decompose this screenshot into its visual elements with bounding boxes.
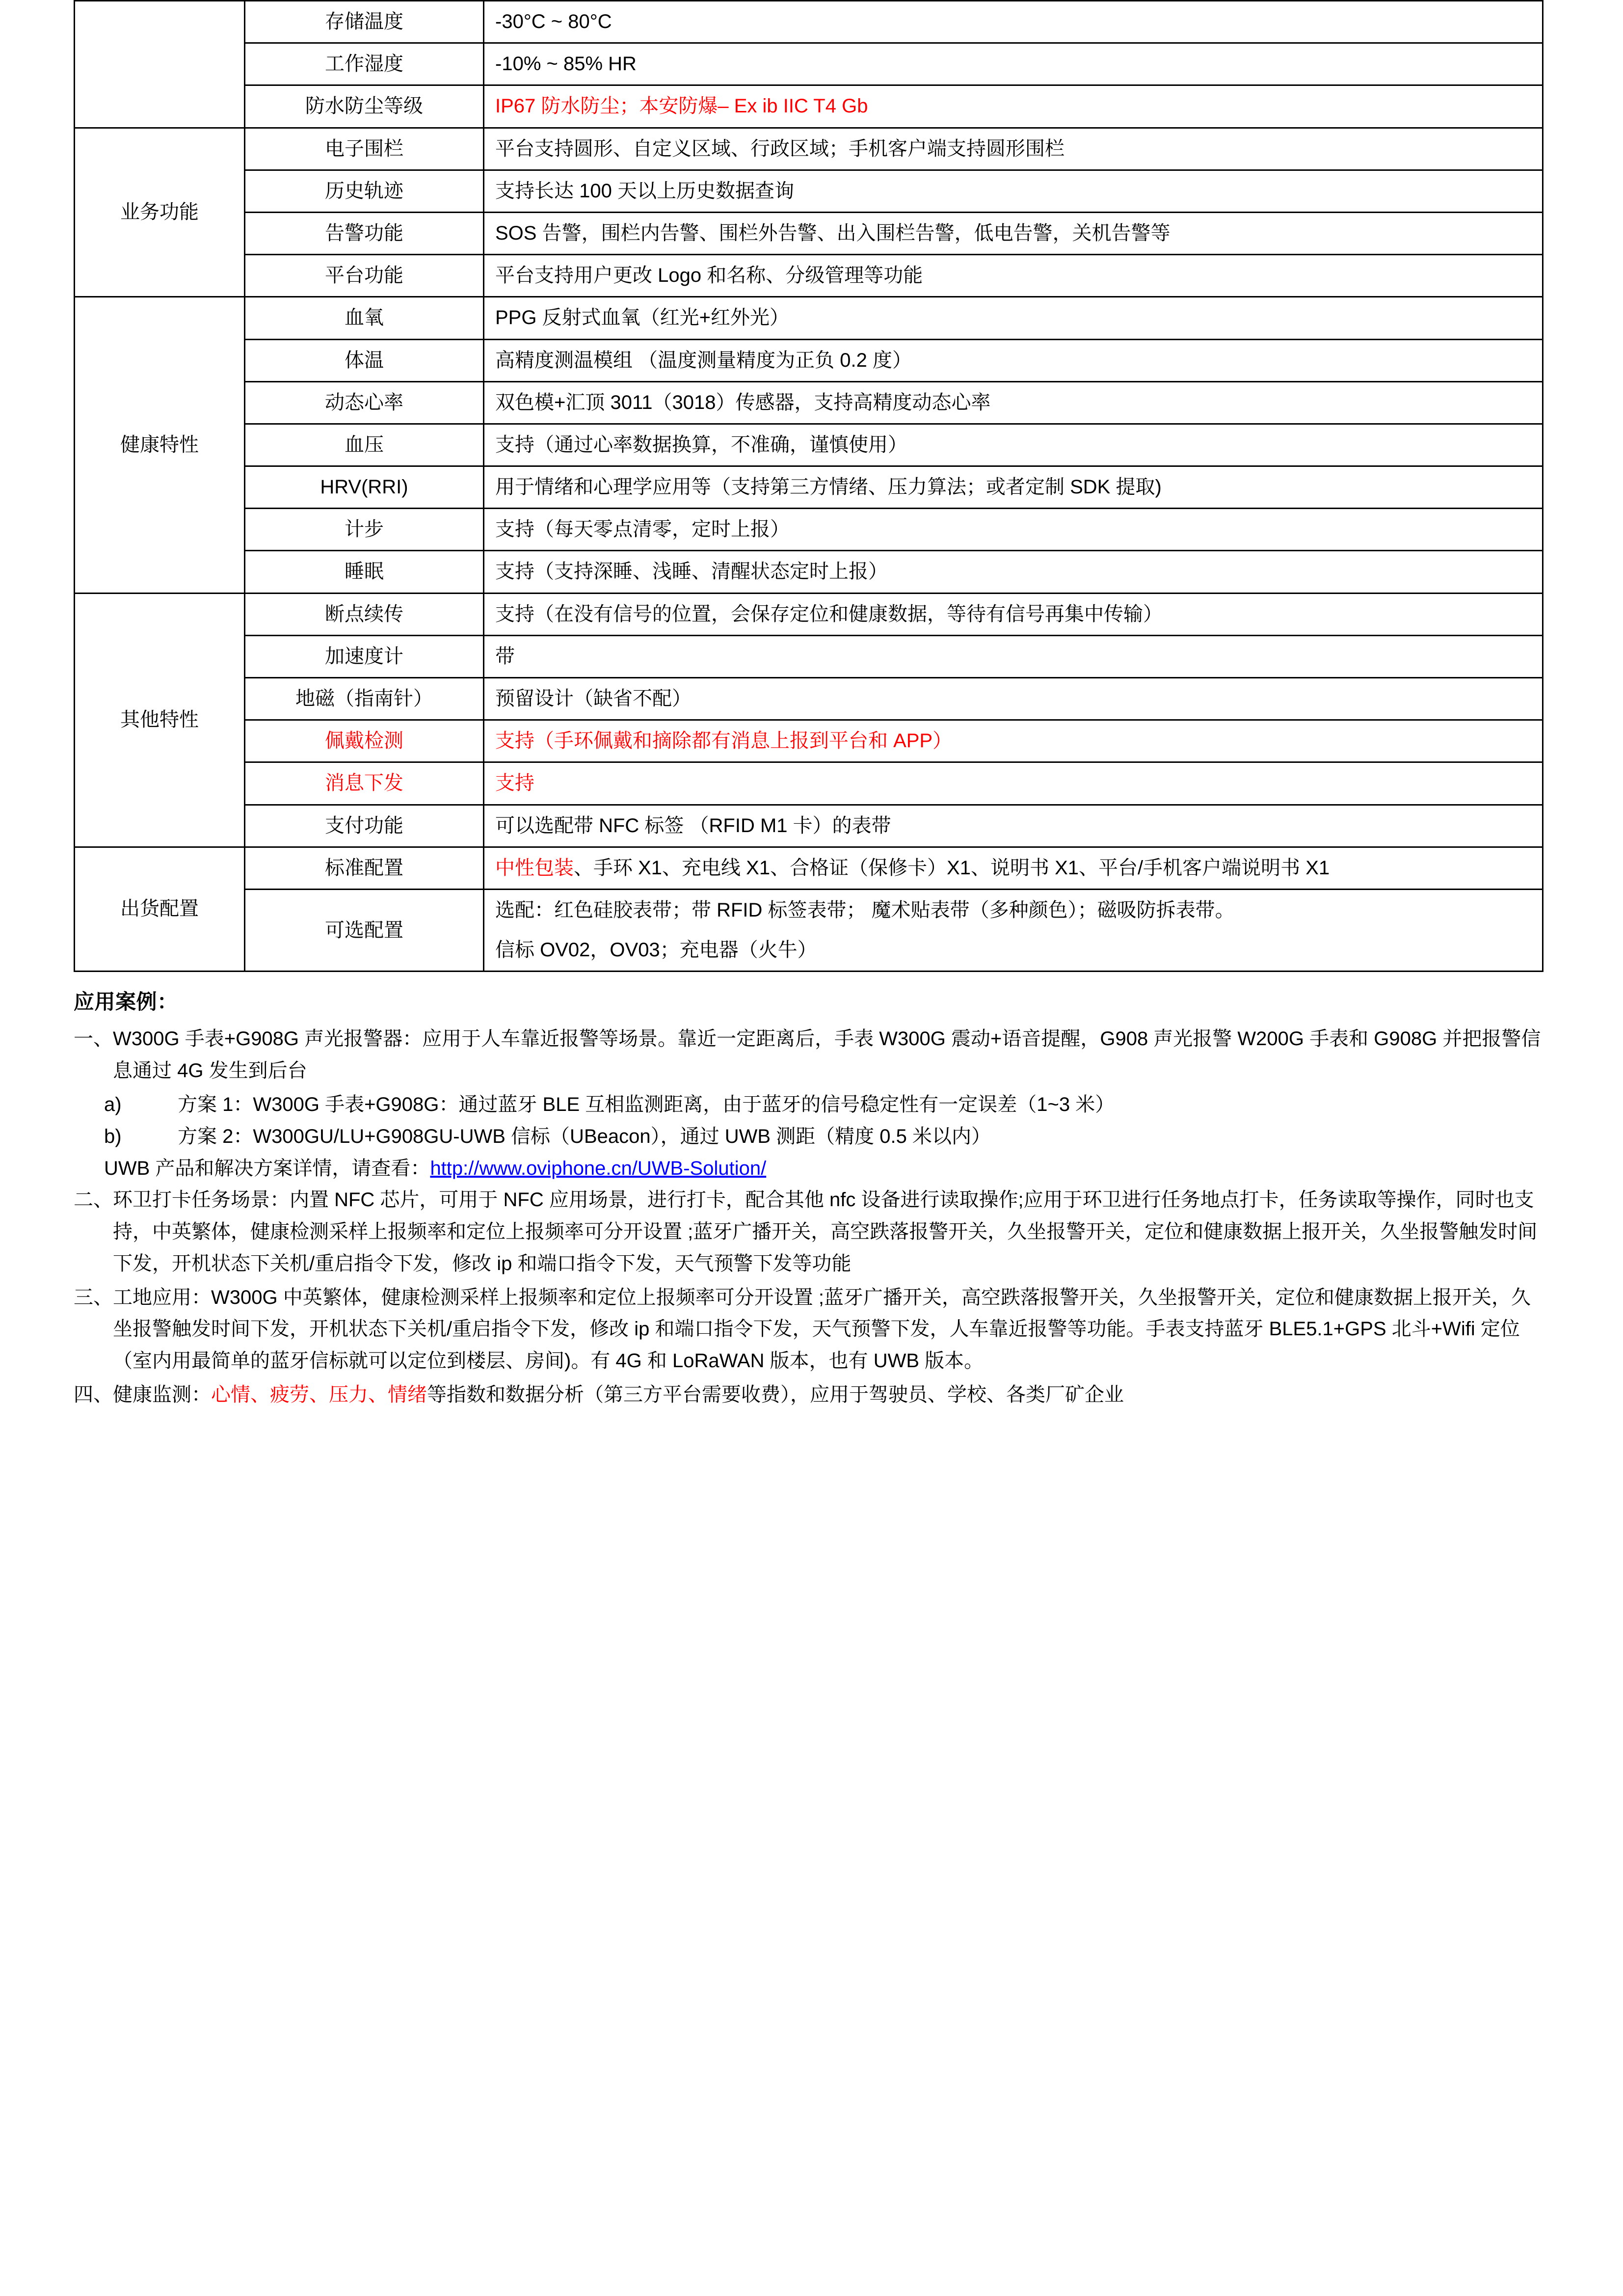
table-row (75, 381, 1543, 424)
param-value: 支持 (484, 762, 1543, 805)
param-label: 存储温度 (245, 1, 484, 43)
case-number: 三、 (74, 1286, 113, 1308)
param-label: 消息下发 (245, 762, 484, 805)
param-value: 高精度测温模组 （温度测量精度为正负 0.2 度） (484, 339, 1543, 381)
table-row (75, 339, 1543, 381)
param-label: 体温 (245, 339, 484, 381)
table-row (75, 720, 1543, 762)
param-value: SOS 告警，围栏内告警、围栏外告警、出入围栏告警，低电告警，关机告警等 (484, 212, 1543, 254)
case-text: W300G 手表+G908G 声光报警器：应用于人车靠近报警等场景。靠近一定距离后，手表 W300G 震动+语音提醒，G908 声光报警 W200G 手表和 G908G 并把报警信息通过 4G 发生到后台 (113, 1028, 1541, 1082)
table-row (75, 635, 1543, 677)
param-label: 计步 (245, 509, 484, 551)
param-value (484, 889, 1543, 971)
case-item-2 (74, 1184, 1544, 1279)
case-4-part-highlight: 心情、疲劳、压力、情绪 (211, 1384, 427, 1406)
case-text: 环卫打卡任务场景：内置 NFC 芯片，可用于 NFC 应用场景，进行打卡，配合其他 nfc 设备进行读取操作;应用于环卫进行任务地点打卡，任务读取等操作，同时也支持，中英繁体，健康检测采样上报频率和定位上报频率可分开设置 ;蓝牙广播开关，高空跌落报警开关，久坐报警开关，定位和健康数据上报开关，久坐报警触发时间下发，开机状态下关机/重启指令下发，修改 ip 和端口指令下发，天气预警下发等功能 (113, 1189, 1538, 1274)
table-row (75, 678, 1543, 720)
param-label: 加速度计 (245, 635, 484, 677)
case-text (113, 1379, 1544, 1411)
param-value: -30°C ~ 80°C (484, 1, 1543, 43)
param-label: 电子围栏 (245, 128, 484, 170)
group-label-shipping-config: 出货配置 (75, 847, 245, 972)
param-label: 标准配置 (245, 847, 484, 889)
spec-table-body (75, 1, 1543, 972)
param-value: 平台支持圆形、自定义区域、行政区域；手机客户端支持圆形围栏 (484, 128, 1543, 170)
param-value: PPG 反射式血氧（红光+红外光） (484, 297, 1543, 339)
param-value: 支持（每天零点清零，定时上报） (484, 509, 1543, 551)
param-label: 告警功能 (245, 212, 484, 254)
table-row (75, 128, 1543, 170)
group-label-health-features: 健康特性 (75, 297, 245, 593)
param-value: -10% ~ 85% HR (484, 43, 1543, 85)
param-label: 血压 (245, 424, 484, 466)
sub-item-text: 方案 1：W300G 手表+G908G：通过蓝牙 BLE 互相监测距离，由于蓝牙的信号稳定性有一定误差（1~3 米） (178, 1093, 1115, 1115)
param-value: 支持（在没有信号的位置，会保存定位和健康数据，等待有信号再集中传输） (484, 593, 1543, 635)
param-label: 断点续传 (245, 593, 484, 635)
param-label: 支付功能 (245, 805, 484, 847)
param-value: 支持（手环佩戴和摘除都有消息上报到平台和 APP） (484, 720, 1543, 762)
case-item-4 (74, 1379, 1544, 1411)
param-value: 支持（通过心率数据换算，不准确，谨慎使用） (484, 424, 1543, 466)
param-value: 支持长达 100 天以上历史数据查询 (484, 170, 1543, 212)
uwb-link-prefix: UWB 产品和解决方案详情，请查看： (104, 1157, 430, 1179)
value-line: 选配：红色硅胶表带；带 RFID 标签表带； 魔术贴表带（多种颜色）；磁吸防拆表带。 (495, 899, 1235, 921)
case-1-sub-item-b (74, 1121, 1544, 1153)
case-number: 四、 (74, 1384, 113, 1406)
table-row (75, 297, 1543, 339)
case-4-part-1: 健康监测： (113, 1384, 211, 1406)
param-value: 双色模+汇顶 3011（3018）传感器，支持高精度动态心率 (484, 381, 1543, 424)
param-label: 地磁（指南针） (245, 678, 484, 720)
sub-item-label: b) (104, 1125, 122, 1147)
param-value: 可以选配带 NFC 标签 （RFID M1 卡）的表带 (484, 805, 1543, 847)
uwb-solution-link[interactable]: http://www.oviphone.cn/UWB-Solution/ (430, 1157, 767, 1179)
table-row (75, 466, 1543, 509)
table-row (75, 1, 1543, 43)
case-number: 二、 (74, 1189, 113, 1211)
table-row (75, 762, 1543, 805)
param-label: 睡眠 (245, 551, 484, 593)
param-value: 用于情绪和心理学应用等（支持第三方情绪、压力算法；或者定制 SDK 提取) (484, 466, 1543, 509)
table-row (75, 509, 1543, 551)
specification-table (74, 0, 1543, 972)
case-1-sub-item-a (74, 1089, 1544, 1121)
case-item-1 (74, 1023, 1544, 1087)
group-label-other-features: 其他特性 (75, 593, 245, 847)
table-row (75, 85, 1543, 128)
case-text: 工地应用：W300G 中英繁体，健康检测采样上报频率和定位上报频率可分开设置 ;蓝牙广播开关，高空跌落报警开关，久坐报警开关，定位和健康数据上报开关，久坐报警触发时间下发，开机状态下关机/重启指令下发，修改 ip 和端口指令下发，天气预警下发，人车靠近报警等功能。手表支持蓝牙 BLE5.1+GPS 北斗+Wifi 定位（室内用最简单的蓝牙信标就可以定位到楼层、房间)。有 4G 和 LoRaWAN 版本，也有 UWB 版本。 (113, 1286, 1531, 1372)
param-label: HRV(RRI) (245, 466, 484, 509)
case-number: 一、 (74, 1028, 113, 1050)
sub-item-text: 方案 2：W300GU/LU+G908GU-UWB 信标（UBeacon），通过 UWB 测距（精度 0.5 米以内） (178, 1125, 991, 1147)
case-4-part-3: 等指数和数据分析（第三方平台需要收费），应用于驾驶员、学校、各类厂矿企业 (427, 1384, 1124, 1406)
param-value: IP67 防水防尘；本安防爆– Ex ib IIC T4 Gb (484, 85, 1543, 128)
table-row (75, 170, 1543, 212)
case-item-3 (74, 1282, 1544, 1377)
table-row (75, 212, 1543, 254)
param-label: 血氧 (245, 297, 484, 339)
application-cases-title: 应用案例： (74, 990, 178, 1014)
sub-item-label: a) (104, 1093, 122, 1115)
table-row (75, 255, 1543, 297)
param-value: 预留设计（缺省不配） (484, 678, 1543, 720)
param-value: 带 (484, 635, 1543, 677)
param-label: 可选配置 (245, 889, 484, 971)
table-row (75, 847, 1543, 889)
value-line: 信标 OV02，OV03；充电器（火牛） (495, 939, 817, 961)
group-label-business-functions: 业务功能 (75, 128, 245, 297)
uwb-solution-line (74, 1153, 1544, 1185)
group-label-empty (75, 1, 245, 128)
param-label: 动态心率 (245, 381, 484, 424)
param-label: 工作湿度 (245, 43, 484, 85)
param-value: 平台支持用户更改 Logo 和名称、分级管理等功能 (484, 255, 1543, 297)
value-part-normal: 、手环 X1、充电线 X1、合格证（保修卡）X1、说明书 X1、平台/手机客户端说明书 X1 (574, 857, 1330, 879)
table-row (75, 551, 1543, 593)
table-row (75, 43, 1543, 85)
param-label: 防水防尘等级 (245, 85, 484, 128)
param-value: 支持（支持深睡、浅睡、清醒状态定时上报） (484, 551, 1543, 593)
table-row (75, 889, 1543, 971)
table-row (75, 593, 1543, 635)
table-row (75, 424, 1543, 466)
param-value (484, 847, 1543, 889)
param-label: 历史轨迹 (245, 170, 484, 212)
param-label: 佩戴检测 (245, 720, 484, 762)
value-part-highlight: 中性包装 (495, 857, 574, 879)
table-row (75, 805, 1543, 847)
param-label: 平台功能 (245, 255, 484, 297)
